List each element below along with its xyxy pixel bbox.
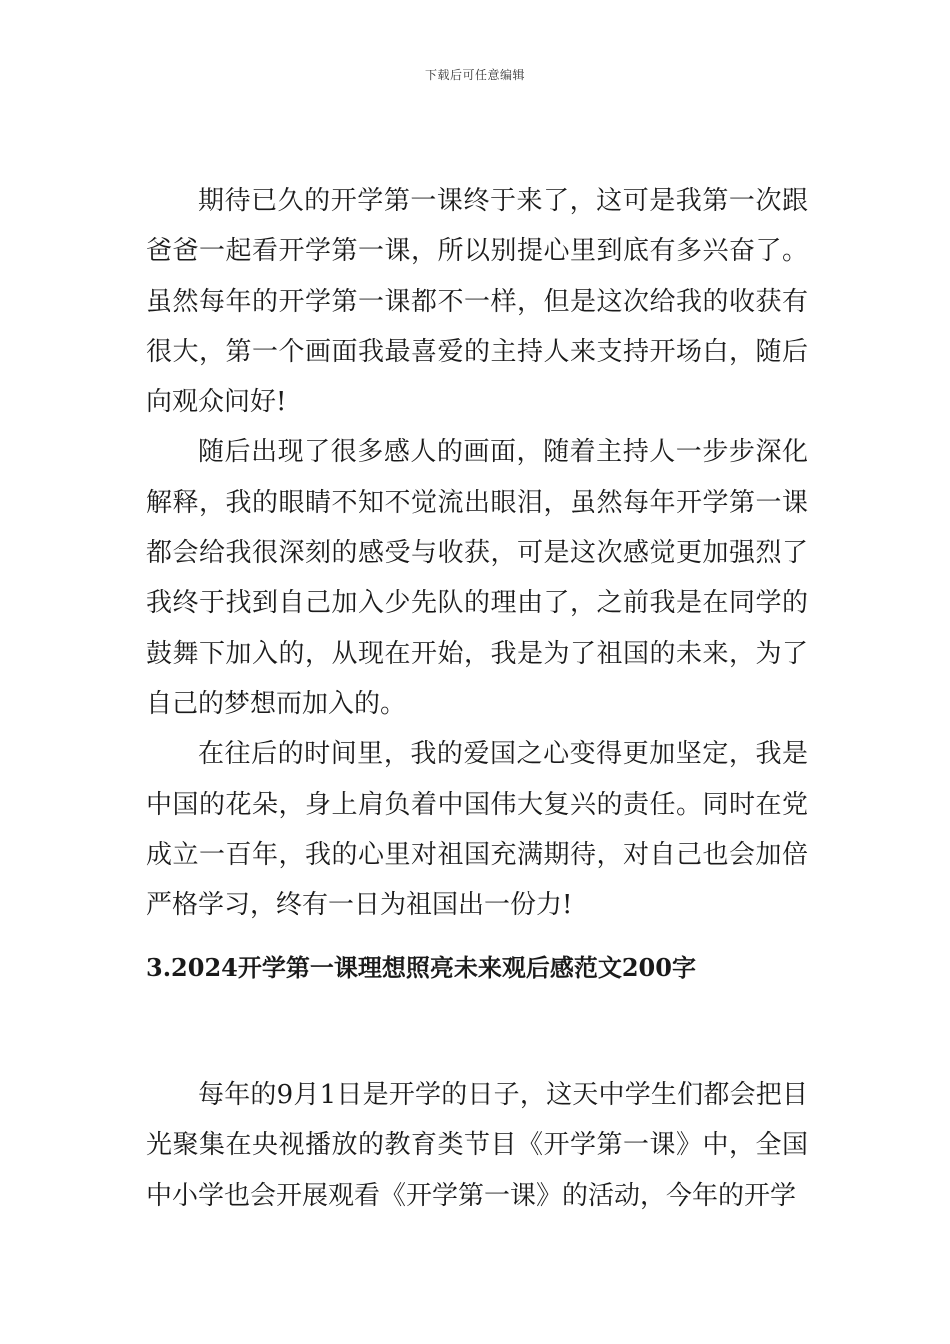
document-body	[146, 176, 808, 930]
paragraph: 随后出现了很多感人的画面，随着主持人一步步深化解释，我的眼睛不知不觉流出眼泪，虽然每年开学第一课都会给我很深刻的感受与收获，可是这次感觉更加强烈了我终于找到自己加入少先队的理由了，之前我是在同学的鼓舞下加入的，从现在开始，我是为了祖国的未来，为了自己的梦想而加入的。	[146, 437, 808, 719]
paragraph: 在往后的时间里，我的爱国之心变得更加坚定，我是中国的花朵，身上肩负着中国伟大复兴的责任。同时在党成立一百年，我的心里对祖国充满期待，对自己也会加倍严格学习，终有一日为祖国出一份力!	[146, 739, 808, 921]
page-header: 下载后可任意编辑	[424, 68, 525, 82]
section-body	[146, 1070, 808, 1221]
section-heading: 3.2024开学第一课理想照亮未来观后感范文200字	[146, 953, 696, 982]
paragraph: 期待已久的开学第一课终于来了，这可是我第一次跟爸爸一起看开学第一课，所以别提心里到底有多兴奋了。虽然每年的开学第一课都不一样，但是这次给我的收获有很大，第一个画面我最喜爱的主持人来支持开场白，随后向观众问好!	[146, 186, 808, 418]
paragraph: 每年的9月1日是开学的日子，这天中学生们都会把目光聚集在央视播放的教育类节目《开学第一课》中，全国中小学也会开展观看《开学第一课》的活动，今年的开学	[146, 1080, 808, 1211]
